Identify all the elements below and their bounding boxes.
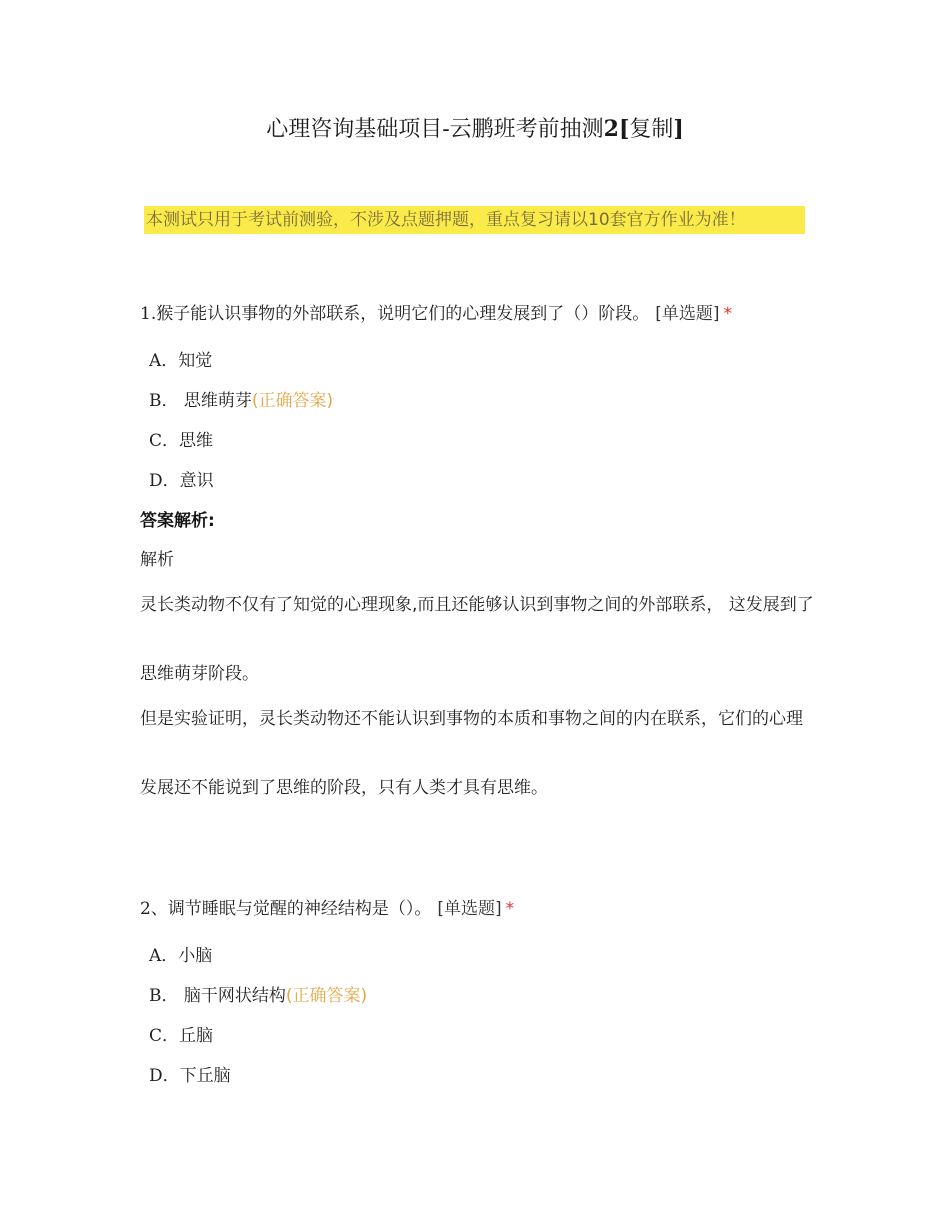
option-text: 下丘脑 [179,1066,231,1086]
question-1-number: 1. [140,304,157,324]
option-letter: A． [149,351,179,371]
correct-answer-tag: (正确答案) [251,391,334,411]
option-text: 意识 [179,471,214,491]
option-text: 思维萌芽 [183,391,252,411]
option-letter: D． [149,1066,180,1086]
question-2-header [140,894,514,919]
notice-text: 本测试只用于考试前测验，不涉及点题押题，重点复习请以10套官方作业为准！ [146,210,746,230]
question-1-option-c[interactable] [149,426,213,451]
question-1-option-a[interactable] [149,346,212,371]
option-letter: C． [149,1026,180,1046]
title-close: ] [673,116,684,142]
question-1-option-b[interactable] [149,386,333,411]
analysis-paragraph: 解析 [140,550,174,570]
question-2-option-d[interactable] [149,1061,231,1086]
analysis-paragraph: 思维萌芽阶段。 [140,664,259,684]
correct-answer-tag: (正确答案) [285,986,368,1006]
analysis-paragraph: 但是实验证明，灵长类动物还不能认识到事物的本质和事物之间的内在联系，它们的心理 [140,709,803,729]
question-2-type: [单选题] [437,899,502,919]
analysis-paragraph: 发展还不能说到了思维的阶段，只有人类才具有思维。 [140,778,548,798]
question-2-option-c[interactable] [149,1021,213,1046]
option-letter: B． [149,391,179,411]
question-1-text: 猴子能认识事物的外部联系，说明它们的心理发展到了（）阶段。 [156,304,650,324]
question-2-option-b[interactable] [149,981,367,1006]
question-1-option-d[interactable] [149,466,214,491]
option-text: 丘脑 [179,1026,214,1046]
question-2-option-a[interactable] [149,941,212,966]
required-marker: * [723,304,732,324]
title-copy: 复制 [629,117,674,142]
question-2-text: 调节睡眠与觉醒的神经结构是（）。 [167,899,432,919]
page-title [0,112,950,143]
question-2-number: 2、 [140,899,168,919]
analysis-paragraph: 灵长类动物不仅有了知觉的心理现象,而且还能够认识到事物之间的外部联系， 这发展到了 [140,595,814,615]
option-text: 思维 [179,431,214,451]
title-main: 心理咨询基础项目-云鹏班考前抽测 [266,117,604,142]
question-1-header [140,299,732,324]
option-letter: D． [149,471,180,491]
option-text: 小脑 [178,946,213,966]
option-letter: B． [149,986,179,1006]
option-letter: A． [149,946,179,966]
option-text: 知觉 [178,351,213,371]
analysis-heading: 答案解析: [140,511,215,531]
option-text: 脑干网状结构 [183,986,286,1006]
required-marker: * [505,899,515,919]
title-number: 2[ [603,116,630,142]
question-1-type: [单选题] [655,304,720,324]
option-letter: C． [149,431,180,451]
notice-banner [144,206,805,234]
